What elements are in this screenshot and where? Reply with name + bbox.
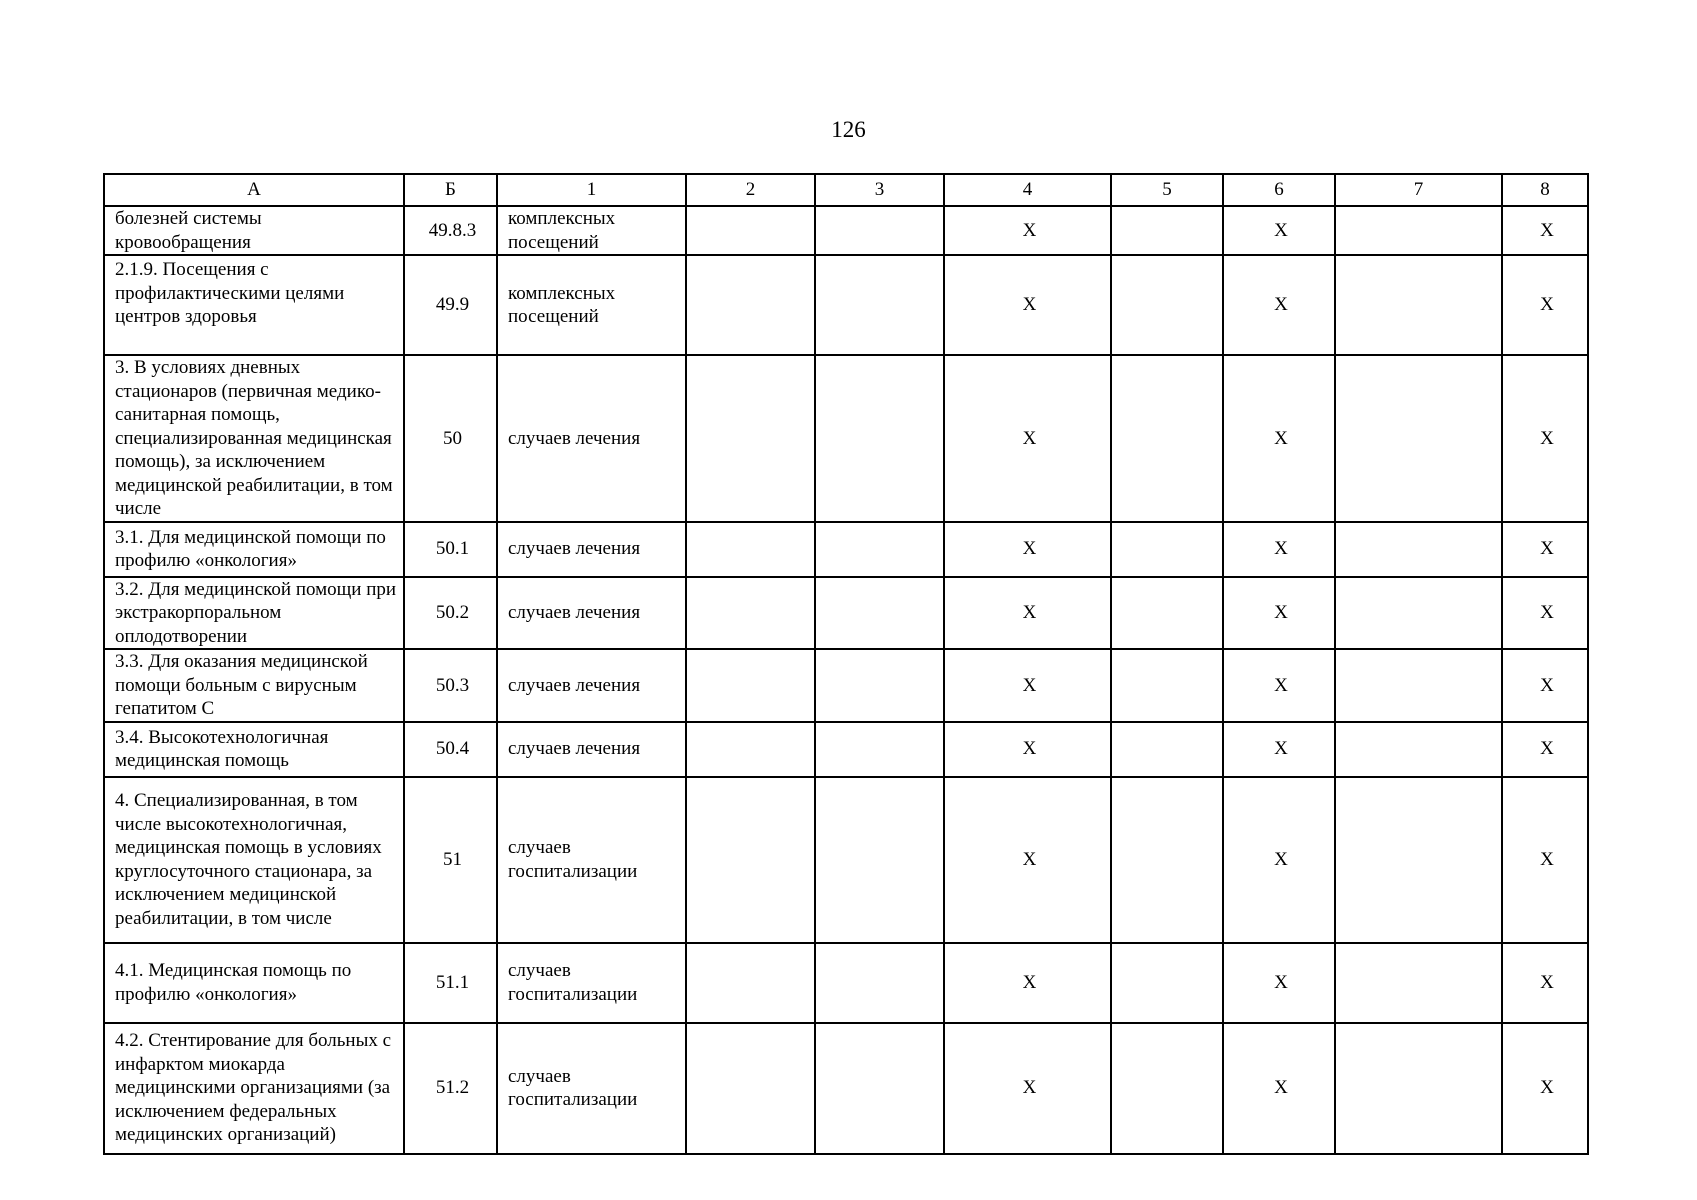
row-col7-cell bbox=[1335, 777, 1502, 943]
row-unit-cell: случаев госпитализации bbox=[497, 943, 686, 1023]
row-col2-cell bbox=[686, 355, 815, 522]
row-col4-cell: X bbox=[944, 206, 1111, 255]
row-col7-cell bbox=[1335, 577, 1502, 650]
row-code-cell: 50 bbox=[404, 355, 497, 522]
row-name-cell: 3.4. Высокотехнологичная медицинская помощь bbox=[104, 722, 404, 777]
row-col6-cell: X bbox=[1223, 206, 1335, 255]
row-unit-cell: случаев лечения bbox=[497, 577, 686, 650]
row-col2-cell bbox=[686, 943, 815, 1023]
row-name-cell: 4.1. Медицинская помощь по профилю «онкология» bbox=[104, 943, 404, 1023]
row-col7-cell bbox=[1335, 522, 1502, 577]
table-row bbox=[104, 255, 1588, 355]
header-cell-6: 6 bbox=[1223, 174, 1335, 206]
row-name-cell: 3.1. Для медицинской помощи по профилю «онкология» bbox=[104, 522, 404, 577]
header-cell-2: 2 bbox=[686, 174, 815, 206]
row-col2-cell bbox=[686, 1023, 815, 1154]
row-col6-cell: X bbox=[1223, 255, 1335, 355]
header-cell-b: Б bbox=[404, 174, 497, 206]
row-col5-cell bbox=[1111, 577, 1223, 650]
row-col8-cell: X bbox=[1502, 722, 1588, 777]
row-col6-cell: X bbox=[1223, 355, 1335, 522]
row-col8-cell: X bbox=[1502, 522, 1588, 577]
row-col6-cell: X bbox=[1223, 1023, 1335, 1154]
row-col7-cell bbox=[1335, 355, 1502, 522]
row-col5-cell bbox=[1111, 943, 1223, 1023]
table-row bbox=[104, 1023, 1588, 1154]
row-name-cell: болезней системы кровообращения bbox=[104, 206, 404, 255]
row-col8-cell: X bbox=[1502, 777, 1588, 943]
row-col3-cell bbox=[815, 777, 944, 943]
row-name-cell: 3.2. Для медицинской помощи при экстракорпоральном оплодотворении bbox=[104, 577, 404, 650]
row-col4-cell: X bbox=[944, 943, 1111, 1023]
row-col3-cell bbox=[815, 522, 944, 577]
row-col3-cell bbox=[815, 255, 944, 355]
row-col5-cell bbox=[1111, 1023, 1223, 1154]
row-col8-cell: X bbox=[1502, 649, 1588, 722]
row-col7-cell bbox=[1335, 206, 1502, 255]
table-row bbox=[104, 522, 1588, 577]
row-col5-cell bbox=[1111, 522, 1223, 577]
row-code-cell: 51.2 bbox=[404, 1023, 497, 1154]
table-row bbox=[104, 943, 1588, 1023]
table-row bbox=[104, 206, 1588, 255]
row-col3-cell bbox=[815, 206, 944, 255]
row-col7-cell bbox=[1335, 1023, 1502, 1154]
row-col8-cell: X bbox=[1502, 577, 1588, 650]
row-col2-cell bbox=[686, 522, 815, 577]
row-code-cell: 51.1 bbox=[404, 943, 497, 1023]
row-col5-cell bbox=[1111, 777, 1223, 943]
row-code-cell: 50.3 bbox=[404, 649, 497, 722]
row-col6-cell: X bbox=[1223, 649, 1335, 722]
row-col5-cell bbox=[1111, 255, 1223, 355]
row-unit-cell: комплексных посещений bbox=[497, 255, 686, 355]
row-name-cell: 4. Специализированная, в том числе высокотехнологичная, медицинская помощь в условиях круглосуточного стационара, за исключением медицинской реабилитации, в том числе bbox=[104, 777, 404, 943]
row-col4-cell: X bbox=[944, 577, 1111, 650]
row-col5-cell bbox=[1111, 722, 1223, 777]
row-col7-cell bbox=[1335, 649, 1502, 722]
row-col5-cell bbox=[1111, 649, 1223, 722]
row-code-cell: 51 bbox=[404, 777, 497, 943]
row-code-cell: 50.4 bbox=[404, 722, 497, 777]
table-row bbox=[104, 355, 1588, 522]
row-col3-cell bbox=[815, 722, 944, 777]
row-col8-cell: X bbox=[1502, 255, 1588, 355]
table-row bbox=[104, 777, 1588, 943]
row-col2-cell bbox=[686, 722, 815, 777]
report-table bbox=[103, 173, 1589, 1155]
row-col6-cell: X bbox=[1223, 777, 1335, 943]
row-col6-cell: X bbox=[1223, 577, 1335, 650]
row-col4-cell: X bbox=[944, 522, 1111, 577]
row-col4-cell: X bbox=[944, 255, 1111, 355]
row-col5-cell bbox=[1111, 355, 1223, 522]
row-name-cell: 3. В условиях дневных стационаров (первичная медико-санитарная помощь, специализированная медицинская помощь), за исключением медицинской реабилитации, в том числе bbox=[104, 355, 404, 522]
row-name-cell: 3.3. Для оказания медицинской помощи больным с вирусным гепатитом С bbox=[104, 649, 404, 722]
row-unit-cell: случаев лечения bbox=[497, 355, 686, 522]
header-cell-4: 4 bbox=[944, 174, 1111, 206]
row-col4-cell: X bbox=[944, 722, 1111, 777]
row-col5-cell bbox=[1111, 206, 1223, 255]
row-name-cell: 4.2. Стентирование для больных с инфарктом миокарда медицинскими организациями (за исключением федеральных медицинских организаций) bbox=[104, 1023, 404, 1154]
row-name-cell: 2.1.9. Посещения с профилактическими целями центров здоровья bbox=[104, 255, 404, 355]
header-cell-7: 7 bbox=[1335, 174, 1502, 206]
header-cell-3: 3 bbox=[815, 174, 944, 206]
row-col8-cell: X bbox=[1502, 1023, 1588, 1154]
row-col3-cell bbox=[815, 1023, 944, 1154]
row-code-cell: 49.8.3 bbox=[404, 206, 497, 255]
row-col7-cell bbox=[1335, 943, 1502, 1023]
row-col7-cell bbox=[1335, 255, 1502, 355]
row-unit-cell: комплексных посещений bbox=[497, 206, 686, 255]
row-col8-cell: X bbox=[1502, 355, 1588, 522]
row-col3-cell bbox=[815, 355, 944, 522]
row-code-cell: 50.1 bbox=[404, 522, 497, 577]
row-col2-cell bbox=[686, 577, 815, 650]
page-number: 126 bbox=[831, 117, 866, 142]
row-unit-cell: случаев госпитализации bbox=[497, 1023, 686, 1154]
row-col3-cell bbox=[815, 943, 944, 1023]
row-col4-cell: X bbox=[944, 649, 1111, 722]
table-row bbox=[104, 722, 1588, 777]
table-row bbox=[104, 649, 1588, 722]
row-unit-cell: случаев лечения bbox=[497, 522, 686, 577]
header-cell-a: А bbox=[104, 174, 404, 206]
row-col2-cell bbox=[686, 255, 815, 355]
row-col6-cell: X bbox=[1223, 522, 1335, 577]
row-col2-cell bbox=[686, 649, 815, 722]
row-unit-cell: случаев лечения bbox=[497, 722, 686, 777]
row-col6-cell: X bbox=[1223, 722, 1335, 777]
row-code-cell: 49.9 bbox=[404, 255, 497, 355]
row-col7-cell bbox=[1335, 722, 1502, 777]
row-col4-cell: X bbox=[944, 1023, 1111, 1154]
header-cell-1: 1 bbox=[497, 174, 686, 206]
row-col2-cell bbox=[686, 777, 815, 943]
row-col6-cell: X bbox=[1223, 943, 1335, 1023]
row-col3-cell bbox=[815, 577, 944, 650]
row-col4-cell: X bbox=[944, 355, 1111, 522]
table-row bbox=[104, 577, 1588, 650]
row-col8-cell: X bbox=[1502, 206, 1588, 255]
row-col2-cell bbox=[686, 206, 815, 255]
row-unit-cell: случаев лечения bbox=[497, 649, 686, 722]
row-unit-cell: случаев госпитализации bbox=[497, 777, 686, 943]
row-code-cell: 50.2 bbox=[404, 577, 497, 650]
row-col3-cell bbox=[815, 649, 944, 722]
row-col8-cell: X bbox=[1502, 943, 1588, 1023]
header-cell-5: 5 bbox=[1111, 174, 1223, 206]
header-cell-8: 8 bbox=[1502, 174, 1588, 206]
header-row bbox=[104, 174, 1588, 206]
row-col4-cell: X bbox=[944, 777, 1111, 943]
